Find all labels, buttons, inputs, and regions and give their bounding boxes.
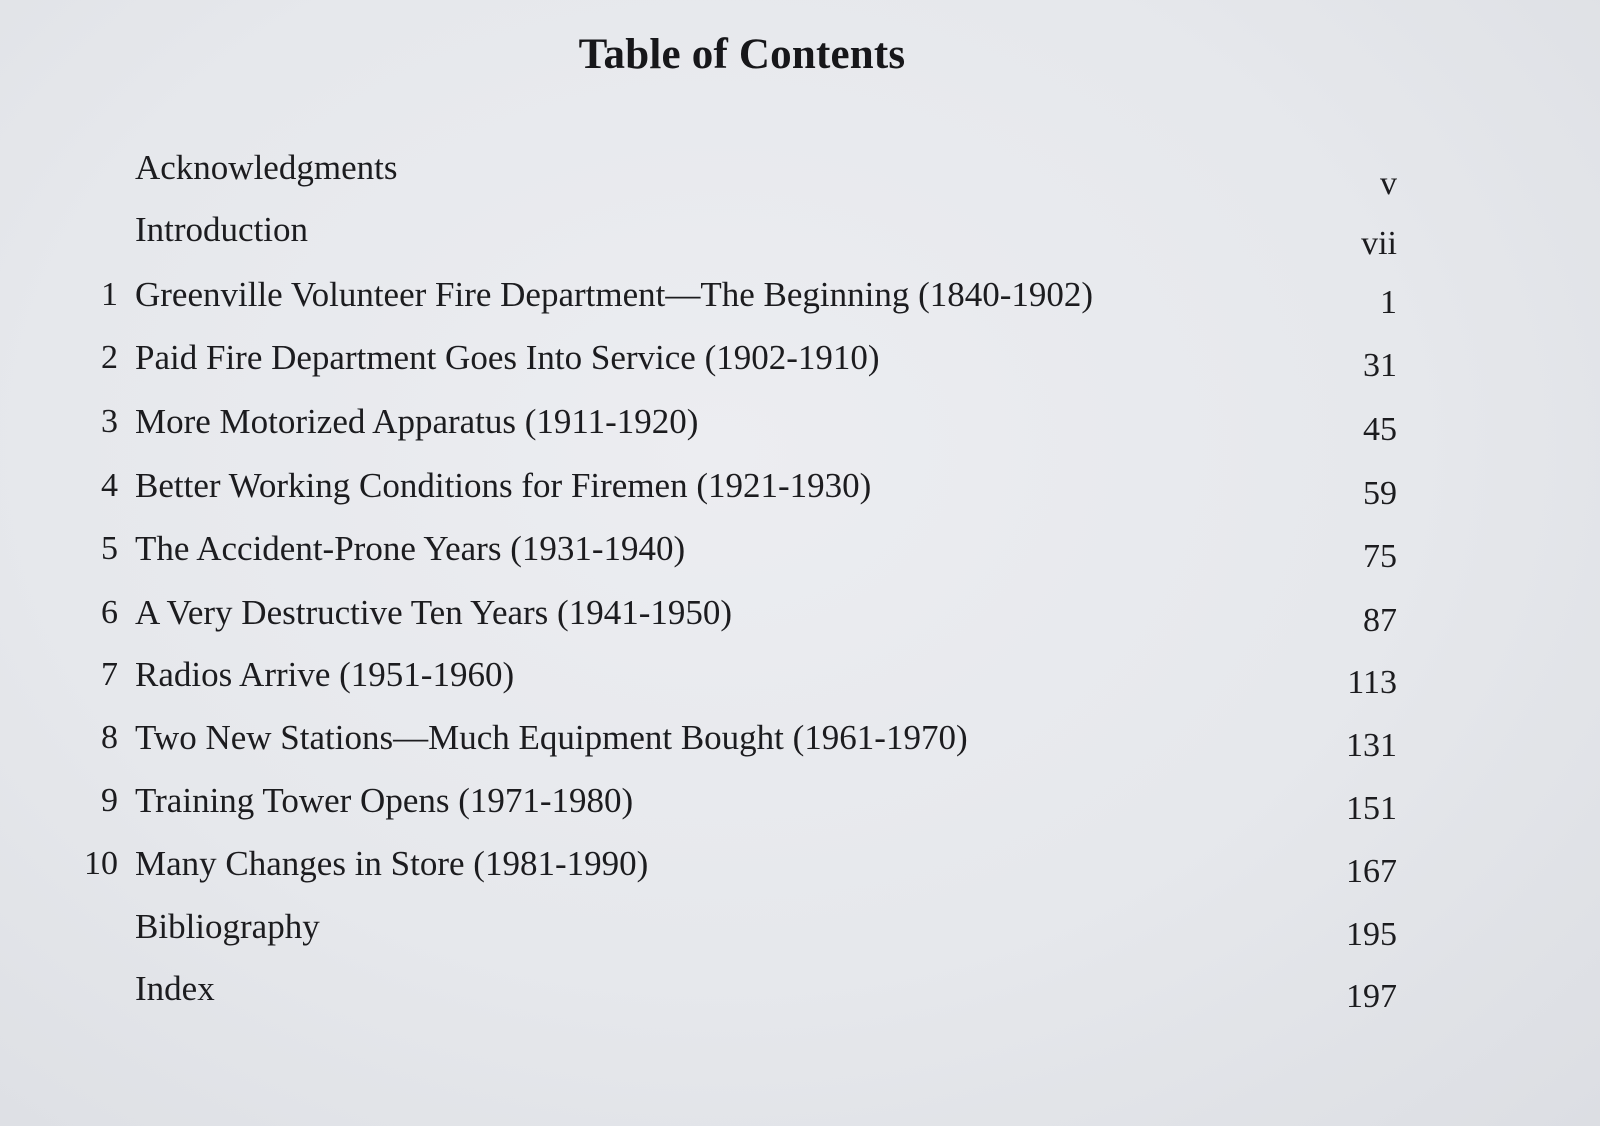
chapter-number: 3 — [101, 403, 118, 440]
toc-entry-chapter-5 — [0, 529, 1600, 579]
toc-entry-chapter-9 — [0, 781, 1600, 831]
chapter-number: 8 — [101, 719, 118, 756]
toc-entry-chapter-3 — [0, 402, 1600, 452]
entry-title: Training Tower Opens (1971-1980) — [135, 781, 634, 820]
page-number: 59 — [1363, 475, 1397, 512]
chapter-number: 4 — [101, 467, 118, 504]
toc-entry-index — [0, 969, 1600, 1019]
entry-title: The Accident-Prone Years (1931-1940) — [135, 529, 686, 568]
toc-entry-chapter-7 — [0, 655, 1600, 705]
chapter-number: 7 — [101, 656, 118, 693]
page-number: 31 — [1363, 347, 1397, 384]
page-number: 75 — [1363, 538, 1397, 575]
page-title: Table of Contents — [578, 31, 906, 78]
entry-title: Greenville Volunteer Fire Department—The Beginning (1840-1902) — [135, 275, 1094, 314]
page-number: 113 — [1347, 664, 1397, 701]
entry-title: A Very Destructive Ten Years (1941-1950) — [135, 593, 732, 632]
page-number: 167 — [1346, 853, 1397, 890]
page-number: 195 — [1346, 916, 1397, 953]
page-number: 45 — [1363, 411, 1397, 448]
entry-title: Better Working Conditions for Firemen (1921-1930) — [135, 466, 872, 505]
entry-title: Many Changes in Store (1981-1990) — [135, 844, 649, 883]
toc-entry-introduction — [0, 210, 1600, 260]
entry-title: Index — [135, 969, 215, 1008]
entry-title: Paid Fire Department Goes Into Service (1902-1910) — [135, 338, 880, 377]
chapter-number: 1 — [101, 276, 118, 313]
page-number: 87 — [1363, 602, 1397, 639]
toc-entry-chapter-4 — [0, 466, 1600, 516]
chapter-number: 9 — [101, 782, 118, 819]
toc-entry-chapter-8 — [0, 718, 1600, 768]
toc-entry-bibliography — [0, 907, 1600, 957]
entry-title: Acknowledgments — [135, 148, 398, 187]
entry-title: Introduction — [135, 210, 309, 249]
page-number: 1 — [1380, 284, 1397, 321]
page-number: v — [1380, 165, 1397, 202]
entry-title: Bibliography — [135, 907, 320, 946]
page-number: 151 — [1346, 790, 1397, 827]
toc-entry-acknowledgments — [0, 148, 1600, 202]
entry-title: More Motorized Apparatus (1911-1920) — [135, 402, 699, 441]
page-number: 197 — [1346, 978, 1397, 1015]
page-number: 131 — [1346, 727, 1397, 764]
chapter-number: 2 — [101, 339, 118, 376]
page-number: vii — [1361, 225, 1397, 262]
chapter-number: 6 — [101, 594, 118, 631]
entry-title: Two New Stations—Much Equipment Bought (1961-1970) — [135, 718, 968, 757]
entry-title: Radios Arrive (1951-1960) — [135, 655, 515, 694]
toc-entry-chapter-6 — [0, 593, 1600, 643]
toc-entry-chapter-2 — [0, 338, 1600, 388]
chapter-number: 5 — [101, 530, 118, 567]
chapter-number: 10 — [84, 845, 118, 882]
toc-entry-chapter-10 — [0, 844, 1600, 894]
toc-entry-chapter-1 — [0, 275, 1600, 325]
